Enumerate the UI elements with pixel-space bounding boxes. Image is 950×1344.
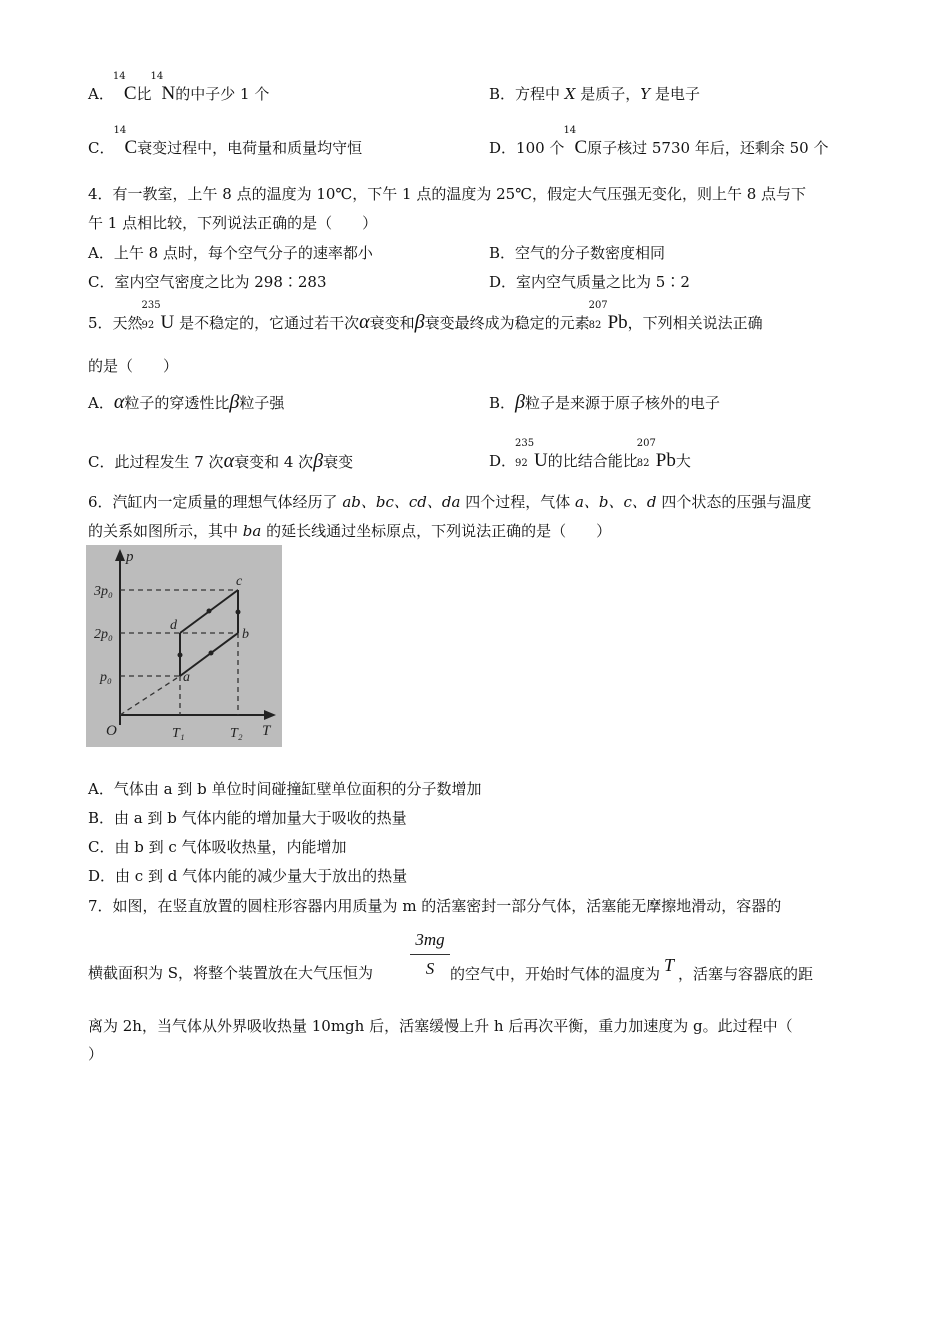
q5-stem-line1: 5．天然 235 92 U 是不稳定的，它通过若干次α衰变和β衰变最终成为稳定的元素 207 82 Pb，下列相关说法正确 (88, 300, 763, 333)
q6-option-c: C．由 b 到 c 气体吸收热量，内能增加 (88, 838, 347, 856)
q5-option-b: B．β粒子是来源于原子核外的电子 (489, 391, 721, 413)
label-point-c: c (236, 574, 243, 589)
fraction-denominator: S (425, 959, 435, 978)
arrow-cd (207, 609, 212, 614)
label-point-a: a (183, 670, 190, 685)
q7-stem-line3: 离为 2h，当气体从外界吸收热量 10mgh 后，活塞缓慢上升 h 后再次平衡，重力加速度为 g。此过程中（ (88, 1017, 793, 1035)
q4-option-b: B．空气的分子数密度相同 (489, 244, 666, 262)
label-t1: T₁ (172, 726, 185, 741)
carbon-14-nuclide: 14 C (113, 125, 138, 158)
q4-option-c: C．室内空气密度之比为 298∶283 (88, 273, 327, 291)
q6-stem-line1: 6．汽缸内一定质量的理想气体经历了 ab、bc、cd、da 四个过程，气体 a、b、c、d 四个状态的压强与温度 (88, 493, 812, 511)
p-t-diagram-svg (86, 545, 282, 747)
q6-option-d: D．由 c 到 d 气体内能的减少量大于放出的热量 (88, 867, 408, 885)
q7-stem-line1: 7．如图，在竖直放置的圆柱形容器内用质量为 m 的活塞密封一部分气体，活塞能无摩擦地滑动，容器的 (88, 897, 782, 915)
q3-option-c: C． 14 C衰变过程中，电荷量和质量均守恒 (88, 125, 363, 158)
temperature-symbol: T (664, 955, 675, 975)
uranium-235-nuclide: 235 92 U (515, 438, 548, 471)
uranium-235-nuclide: 235 92 U (141, 300, 175, 333)
figure-background (86, 545, 282, 747)
q6-option-b: B．由 a 到 b 气体内能的增加量大于吸收的热量 (88, 809, 407, 827)
q3-option-a: A． 14 C比 14 N的中子少 1 个 (88, 71, 270, 104)
arrow-bc (236, 610, 241, 615)
q6-stem-line2: 的关系如图所示，其中 ba 的延长线通过坐标原点，下列说法正确的是（ ） (88, 522, 612, 540)
lead-207-nuclide: 207 82 Pb (588, 300, 628, 333)
label-3p0: 3p₀ (94, 584, 113, 599)
carbon-14-nuclide: 14 C (563, 125, 588, 158)
alpha-symbol: α (359, 311, 370, 333)
nitrogen-14-nuclide: 14 N (150, 71, 176, 104)
p-t-diagram (86, 545, 282, 747)
label-p0: p₀ (100, 670, 112, 685)
label-p-axis: p (126, 549, 134, 565)
label-t-axis: T (262, 723, 271, 739)
label-2p0: 2p₀ (94, 627, 113, 642)
q4-stem-line2: 午 1 点相比较，下列说法正确的是（ ） (88, 214, 378, 232)
q3-option-d: D．100 个 14 C原子核过 5730 年后，还剩余 50 个 (489, 125, 829, 158)
q7-stem-line4: ） (88, 1045, 104, 1063)
q7-stem-line2a: 横截面积为 S，将整个装置放在大气压恒为 (88, 964, 374, 982)
q3-option-b: B．方程中 X 是质子，Y 是电子 (489, 85, 700, 103)
arrow-ab (209, 651, 214, 656)
lead-207-nuclide: 207 82 Pb (636, 438, 676, 471)
q5-option-a: A．α粒子的穿透性比β粒子强 (88, 391, 285, 413)
q5-stem-line2: 的是（ ） (88, 357, 179, 375)
carbon-14-nuclide: 14 C (112, 71, 137, 104)
arrow-da (178, 653, 183, 658)
label-origin: O (106, 723, 117, 739)
pressure-fraction (410, 930, 450, 979)
label-point-b: b (242, 627, 249, 642)
beta-symbol: β (414, 311, 425, 333)
q5-option-c: C．此过程发生 7 次α衰变和 4 次β衰变 (88, 450, 354, 472)
q6-option-a: A．气体由 a 到 b 单位时间碰撞缸壁单位面积的分子数增加 (88, 780, 482, 798)
q4-option-a: A．上午 8 点时，每个空气分子的速率都小 (88, 244, 373, 262)
q7-stem-line2b: 的空气中，开始时气体的温度为 T ，活塞与容器底的距 (450, 955, 814, 983)
label-t2: T₂ (230, 726, 243, 741)
fraction-numerator: 3mg (410, 930, 450, 955)
q5-option-d: D． 235 92 U的比结合能比 207 82 Pb大 (489, 438, 691, 471)
q4-option-d: D．室内空气质量之比为 5∶2 (489, 273, 690, 291)
label-point-d: d (170, 618, 177, 633)
q4-stem-line1: 4．有一教室，上午 8 点的温度为 10℃，下午 1 点的温度为 25℃，假定大气压强无变化，则上午 8 点与下 (88, 185, 807, 203)
